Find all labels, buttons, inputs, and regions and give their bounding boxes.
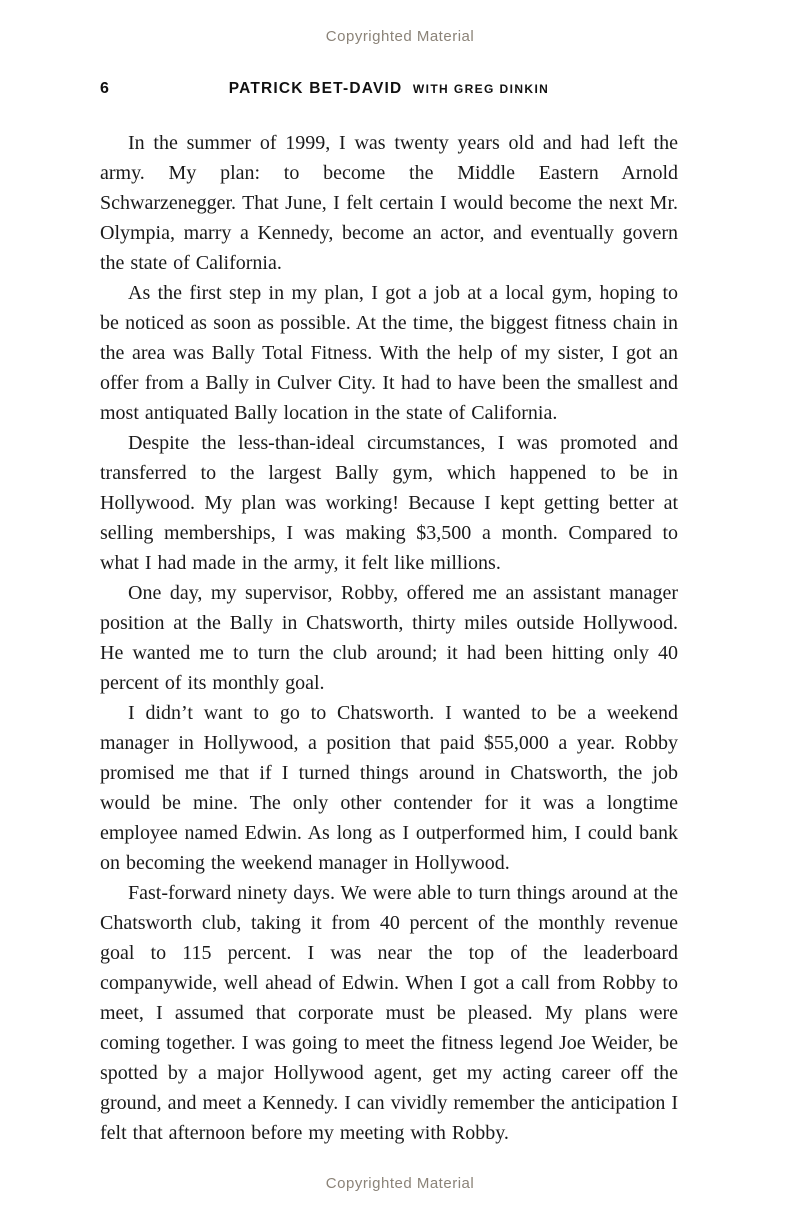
paragraph: As the first step in my plan, I got a job at a local gym, hoping to be noticed as soon as possible. At the time, the biggest fitness chain in the area was Bally Total Fitness. With the help of my sister, I got an offer from a Bally in Culver City. It had to have been the smallest and most antiquated Bally location in the state of California. (100, 282, 678, 424)
author-line (100, 80, 678, 98)
paragraph: Fast-forward ninety days. We were able to turn things around at the Chatsworth club, taking it from 40 percent of the monthly revenue goal to 115 percent. I was near the top of the leaderboard companywide, well ahead of Edwin. When I got a call from Robby to meet, I assumed that corporate must be pleased. My plans were coming together. I was going to meet the fitness legend Joe Weider, be spotted by a major Hollywood agent, get my acting career off the ground, and meet a Kennedy. I can vividly remember the anticipation I felt that afternoon before my meeting with Robby. (100, 882, 678, 1144)
author-name: PATRICK BET-DAVID (228, 80, 403, 97)
paragraph: In the summer of 1999, I was twenty years old and had left the army. My plan: to become the Middle Eastern Arnold Schwarzenegger. That June, I felt certain I would become the next Mr. Olympia, marry a Kennedy, become an actor, and eventually govern the state of California. (100, 132, 678, 274)
page-number: 6 (100, 80, 109, 97)
paragraph: Despite the less-than-ideal circumstances, I was promoted and transferred to the largest Bally gym, which happened to be in Hollywood. My plan was working! Because I kept getting better at selling memberships, I was making $3,500 a month. Compared to what I had made in the army, it felt like millions. (100, 432, 678, 574)
paragraph: One day, my supervisor, Robby, offered me an assistant manager position at the Bally in Chatsworth, thirty miles outside Hollywood. He wanted me to turn the club around; it had been hitting only 40 percent of its monthly goal. (100, 582, 678, 694)
author-with: WITH GREG DINKIN (412, 82, 550, 96)
copyright-notice-bottom: Copyrighted Material (325, 1175, 475, 1192)
paragraph: I didn’t want to go to Chatsworth. I wanted to be a weekend manager in Hollywood, a position that paid $55,000 a year. Robby promised me that if I turned things around in Chatsworth, the job would be mine. The only other contender for it was a longtime employee named Edwin. As long as I outperformed him, I could bank on becoming the weekend manager in Hollywood. (100, 702, 678, 874)
copyright-notice-top: Copyrighted Material (325, 28, 475, 45)
body-text (100, 128, 678, 1148)
running-header (100, 80, 678, 102)
